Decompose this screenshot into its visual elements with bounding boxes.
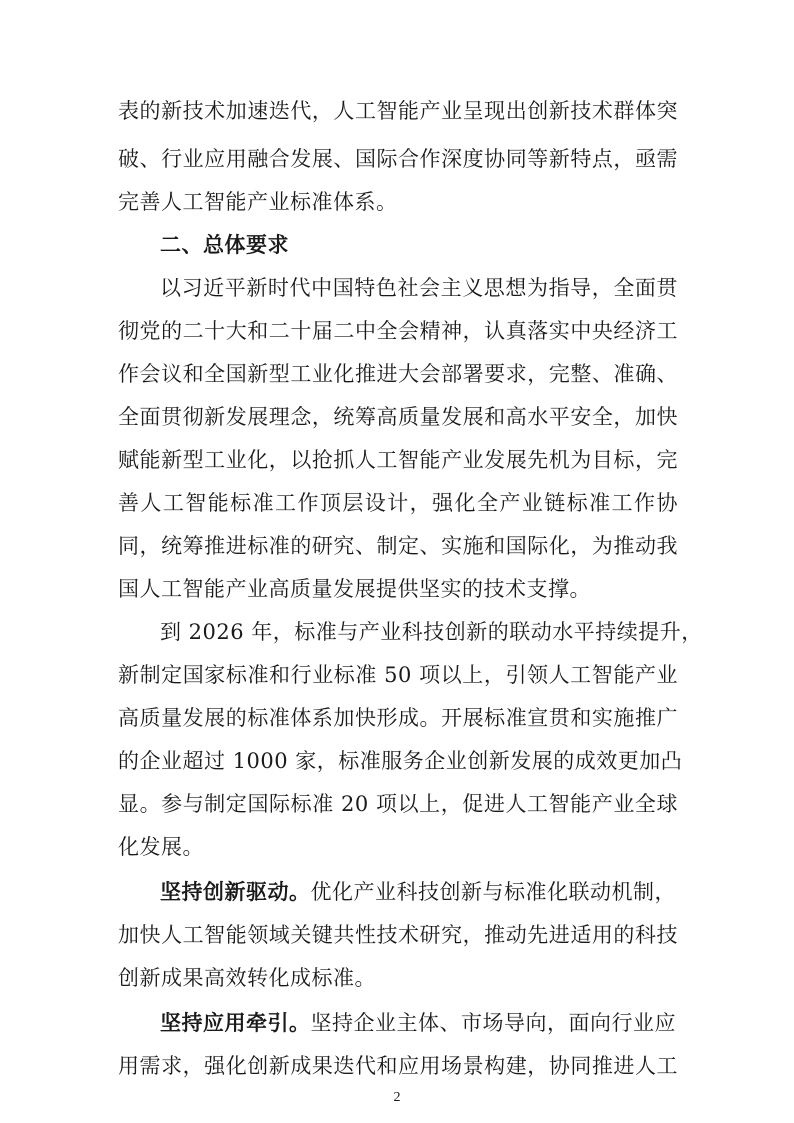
body-text-line: 破、行业应用融合发展、国际合作深度协同等新特点，亟需 — [118, 147, 678, 171]
section-heading: 二、总体要求 — [160, 233, 289, 257]
body-text-line: 国人工智能产业高质量发展提供坚实的技术支撑。 — [118, 577, 591, 601]
body-text-line: 善人工智能标准工作顶层设计，强化全产业链标准工作协 — [118, 491, 678, 515]
body-text-line: 的企业超过 1000 家，标准服务企业创新发展的成效更加凸 — [118, 749, 683, 773]
body-text-line: 化发展。 — [118, 835, 204, 859]
principle-paragraph-line — [160, 1008, 678, 1038]
principle-text: 优化产业科技创新与标准化联动机制， — [310, 880, 676, 904]
principle-lead-innovation: 坚持创新驱动。 — [160, 880, 311, 904]
body-text-line: 赋能新型工业化，以抢抓人工智能产业发展先机为目标，完 — [118, 448, 678, 472]
body-text-line: 同，统筹推进标准的研究、制定、实施和国际化，为推动我 — [118, 534, 678, 558]
body-text-line: 以习近平新时代中国特色社会主义思想为指导，全面贯 — [160, 276, 678, 300]
body-text-line: 彻党的二十大和二十届二中全会精神，认真落实中央经济工 — [118, 319, 678, 343]
principle-text: 坚持企业主体、市场导向，面向行业应 — [310, 1011, 676, 1035]
principle-lead-application: 坚持应用牵引。 — [160, 1011, 311, 1035]
body-text-line: 作会议和全国新型工业化推进大会部署要求，完整、准确、 — [118, 362, 678, 386]
principle-paragraph-line — [160, 877, 678, 907]
body-text-line: 高质量发展的标准体系加快形成。开展标准宣贯和实施推广 — [118, 706, 678, 730]
body-text-line: 创新成果高效转化成标准。 — [118, 966, 376, 990]
body-text-line: 全面贯彻新发展理念，统筹高质量发展和高水平安全，加快 — [118, 405, 678, 429]
body-text-line: 表的新技术加速迭代，人工智能产业呈现出创新技术群体突 — [118, 99, 678, 123]
body-text-line: 显。参与制定国际标准 20 项以上，促进人工智能产业全球 — [118, 792, 678, 816]
body-text-line: 新制定国家标准和行业标准 50 项以上，引领人工智能产业 — [118, 663, 678, 687]
body-text-line: 加快人工智能领域关键共性技术研究，推动先进适用的科技 — [118, 923, 678, 947]
body-text-line: 用需求，强化创新成果迭代和应用场景构建，协同推进人工 — [118, 1054, 678, 1078]
body-text-line: 完善人工智能产业标准体系。 — [118, 190, 398, 214]
page-number: 2 — [393, 1090, 401, 1105]
body-text-line: 到 2026 年，标准与产业科技创新的联动水平持续提升， — [160, 620, 703, 644]
